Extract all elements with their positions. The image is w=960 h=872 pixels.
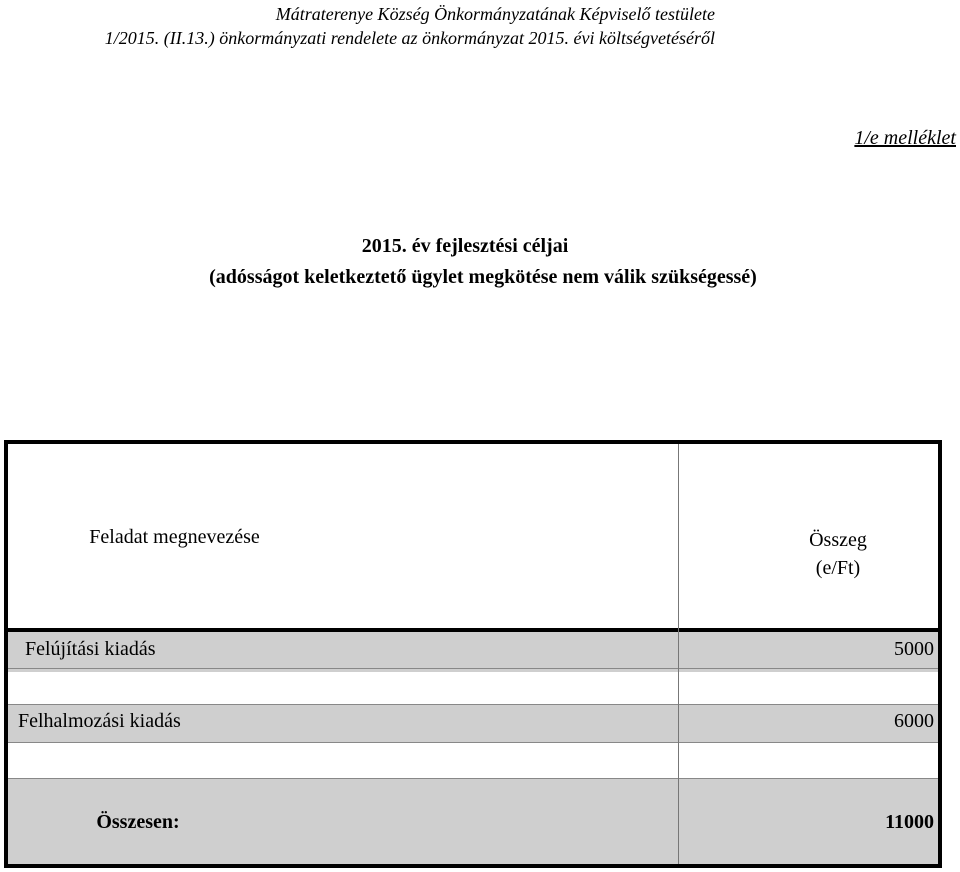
header-task-name: Feladat megnevezése [89,526,260,548]
row-label: Felújítási kiadás [25,638,156,660]
annex-label: 1/e melléklet [854,127,956,149]
column-divider [678,444,679,864]
budget-table [4,440,942,868]
row-label: Felhalmozási kiadás [18,710,181,732]
page-title: 2015. év fejlesztési céljai [361,235,569,257]
header-line-2: 1/2015. (II.13.) önkormányzati rendelete az önkormányzat 2015. évi költségvetéséről [104,28,715,48]
page-subtitle: (adósságot keletkeztető ügylet megkötése nem válik szükségessé) [209,266,757,288]
table-header-row [8,444,938,628]
table-row [8,704,938,743]
row-value: 6000 [894,710,934,732]
total-label: Összesen: [96,811,180,833]
header-line-1: Mátraterenye Község Önkormányzatának Képviselő testülete [275,4,715,24]
table-row-empty [8,742,938,779]
table-row-empty [8,668,938,705]
total-value: 11000 [885,811,934,833]
table-row [8,628,938,672]
row-value: 5000 [894,638,934,660]
header-amount-label: Összeg [809,529,867,551]
table-total-row [8,778,938,864]
header-amount-unit: (e/Ft) [815,557,861,579]
header-amount [708,526,960,582]
